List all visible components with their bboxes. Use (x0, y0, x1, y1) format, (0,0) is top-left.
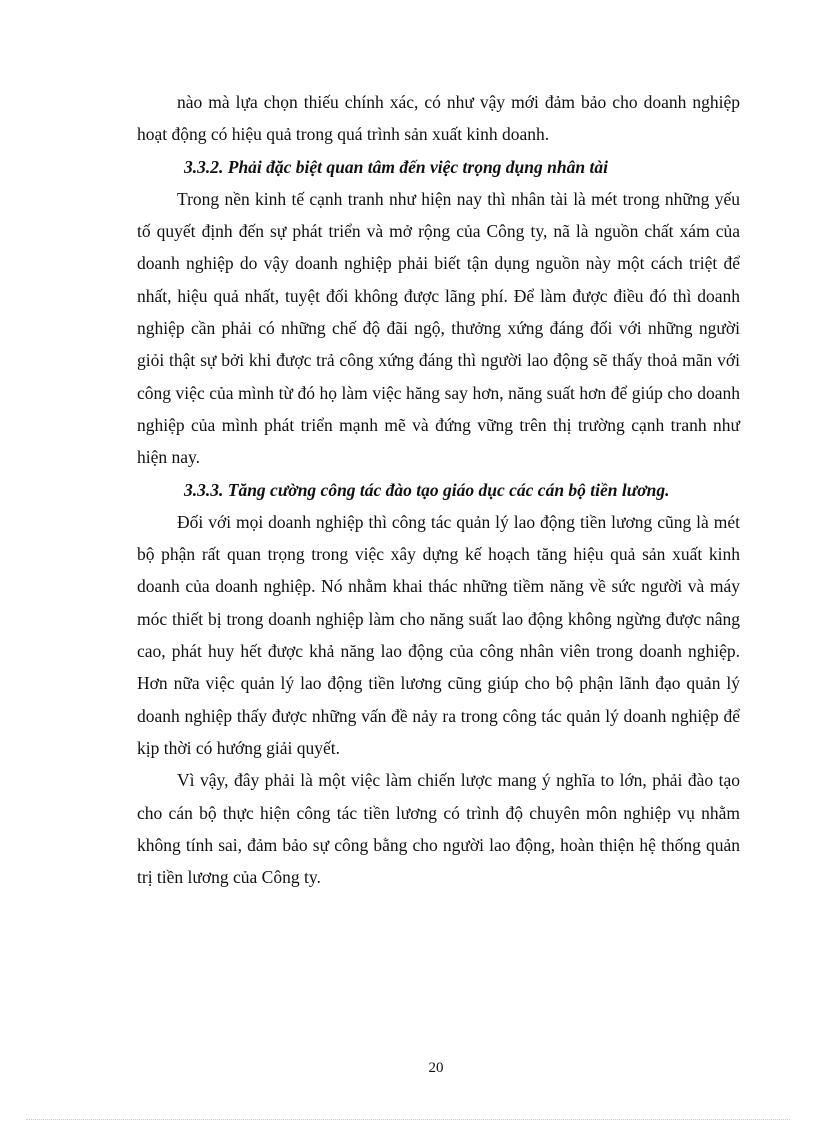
section-heading-3-3-2: 3.3.2. Phải đặc biệt quan tâm đến việc trọng dụng nhân tài (184, 156, 608, 177)
page-bottom-divider (26, 1119, 790, 1120)
paragraph-talent: Trong nền kinh tế cạnh tranh như hiện nay thì nhân tài là mét trong những yếu tố quyết định đến sự phát triển và mở rộng của Công ty, nã là nguồn chất xám của doanh nghiệp do vậy doanh nghiệp phải biết tận dụng nguồn này một cách triệt để nhất, hiệu quả nhất, tuyệt đối không được lãng phí. Để làm được điều đó thì doanh nghiệp cần phải có những chế độ đãi ngộ, thưởng xứng đáng đối với những người giỏi thật sự bởi khi được trả công xứng đáng thì người lao động sẽ thấy thoả mãn với công việc của mình từ đó họ làm việc hăng say hơn, năng suất hơn để giúp cho doanh nghiệp của mình phát triển mạnh mẽ và đứng vững trên thị trường cạnh tranh như hiện nay. (137, 188, 740, 468)
page-number: 20 (428, 1060, 444, 1076)
paragraph-continuation: nào mà lựa chọn thiếu chính xác, có như vậy mới đảm bảo cho doanh nghiệp hoạt động có hiệu quả trong quá trình sản xuất kinh doanh. (137, 92, 740, 145)
paragraph-salary-management: Đối với mọi doanh nghiệp thì công tác quản lý lao động tiền lương cũng là mét bộ phận rất quan trọng trong việc xây dựng kế hoạch tăng hiệu quả sản xuất kinh doanh của doanh nghiệp. Nó nhằm khai thác những tiềm năng về sức người và máy móc thiết bị trong doanh nghiệp làm cho năng suất lao động không ngừng được nâng cao, phát huy hết được khả năng lao động của công nhân viên trong doanh nghiệp. Hơn nữa việc quản lý lao động tiền lương cũng giúp cho bộ phận lãnh đạo quản lý doanh nghiệp thấy được những vấn đề nảy ra trong công tác quản lý doanh nghiệp để kịp thời có hướng giải quyết. (137, 511, 740, 758)
document-body (137, 86, 740, 893)
section-heading-3-3-3: 3.3.3. Tăng cường công tác đào tạo giáo dục các cán bộ tiền lương. (184, 479, 670, 500)
paragraph-training-strategy: Vì vậy, đây phải là một việc làm chiến lược mang ý nghĩa to lớn, phải đào tạo cho cán bộ thực hiện công tác tiền lương có trình độ chuyên môn nghiệp vụ nhằm không tính sai, đảm bảo sự công bằng cho người lao động, hoàn thiện hệ thống quản trị tiền lương của Công ty. (137, 770, 740, 888)
